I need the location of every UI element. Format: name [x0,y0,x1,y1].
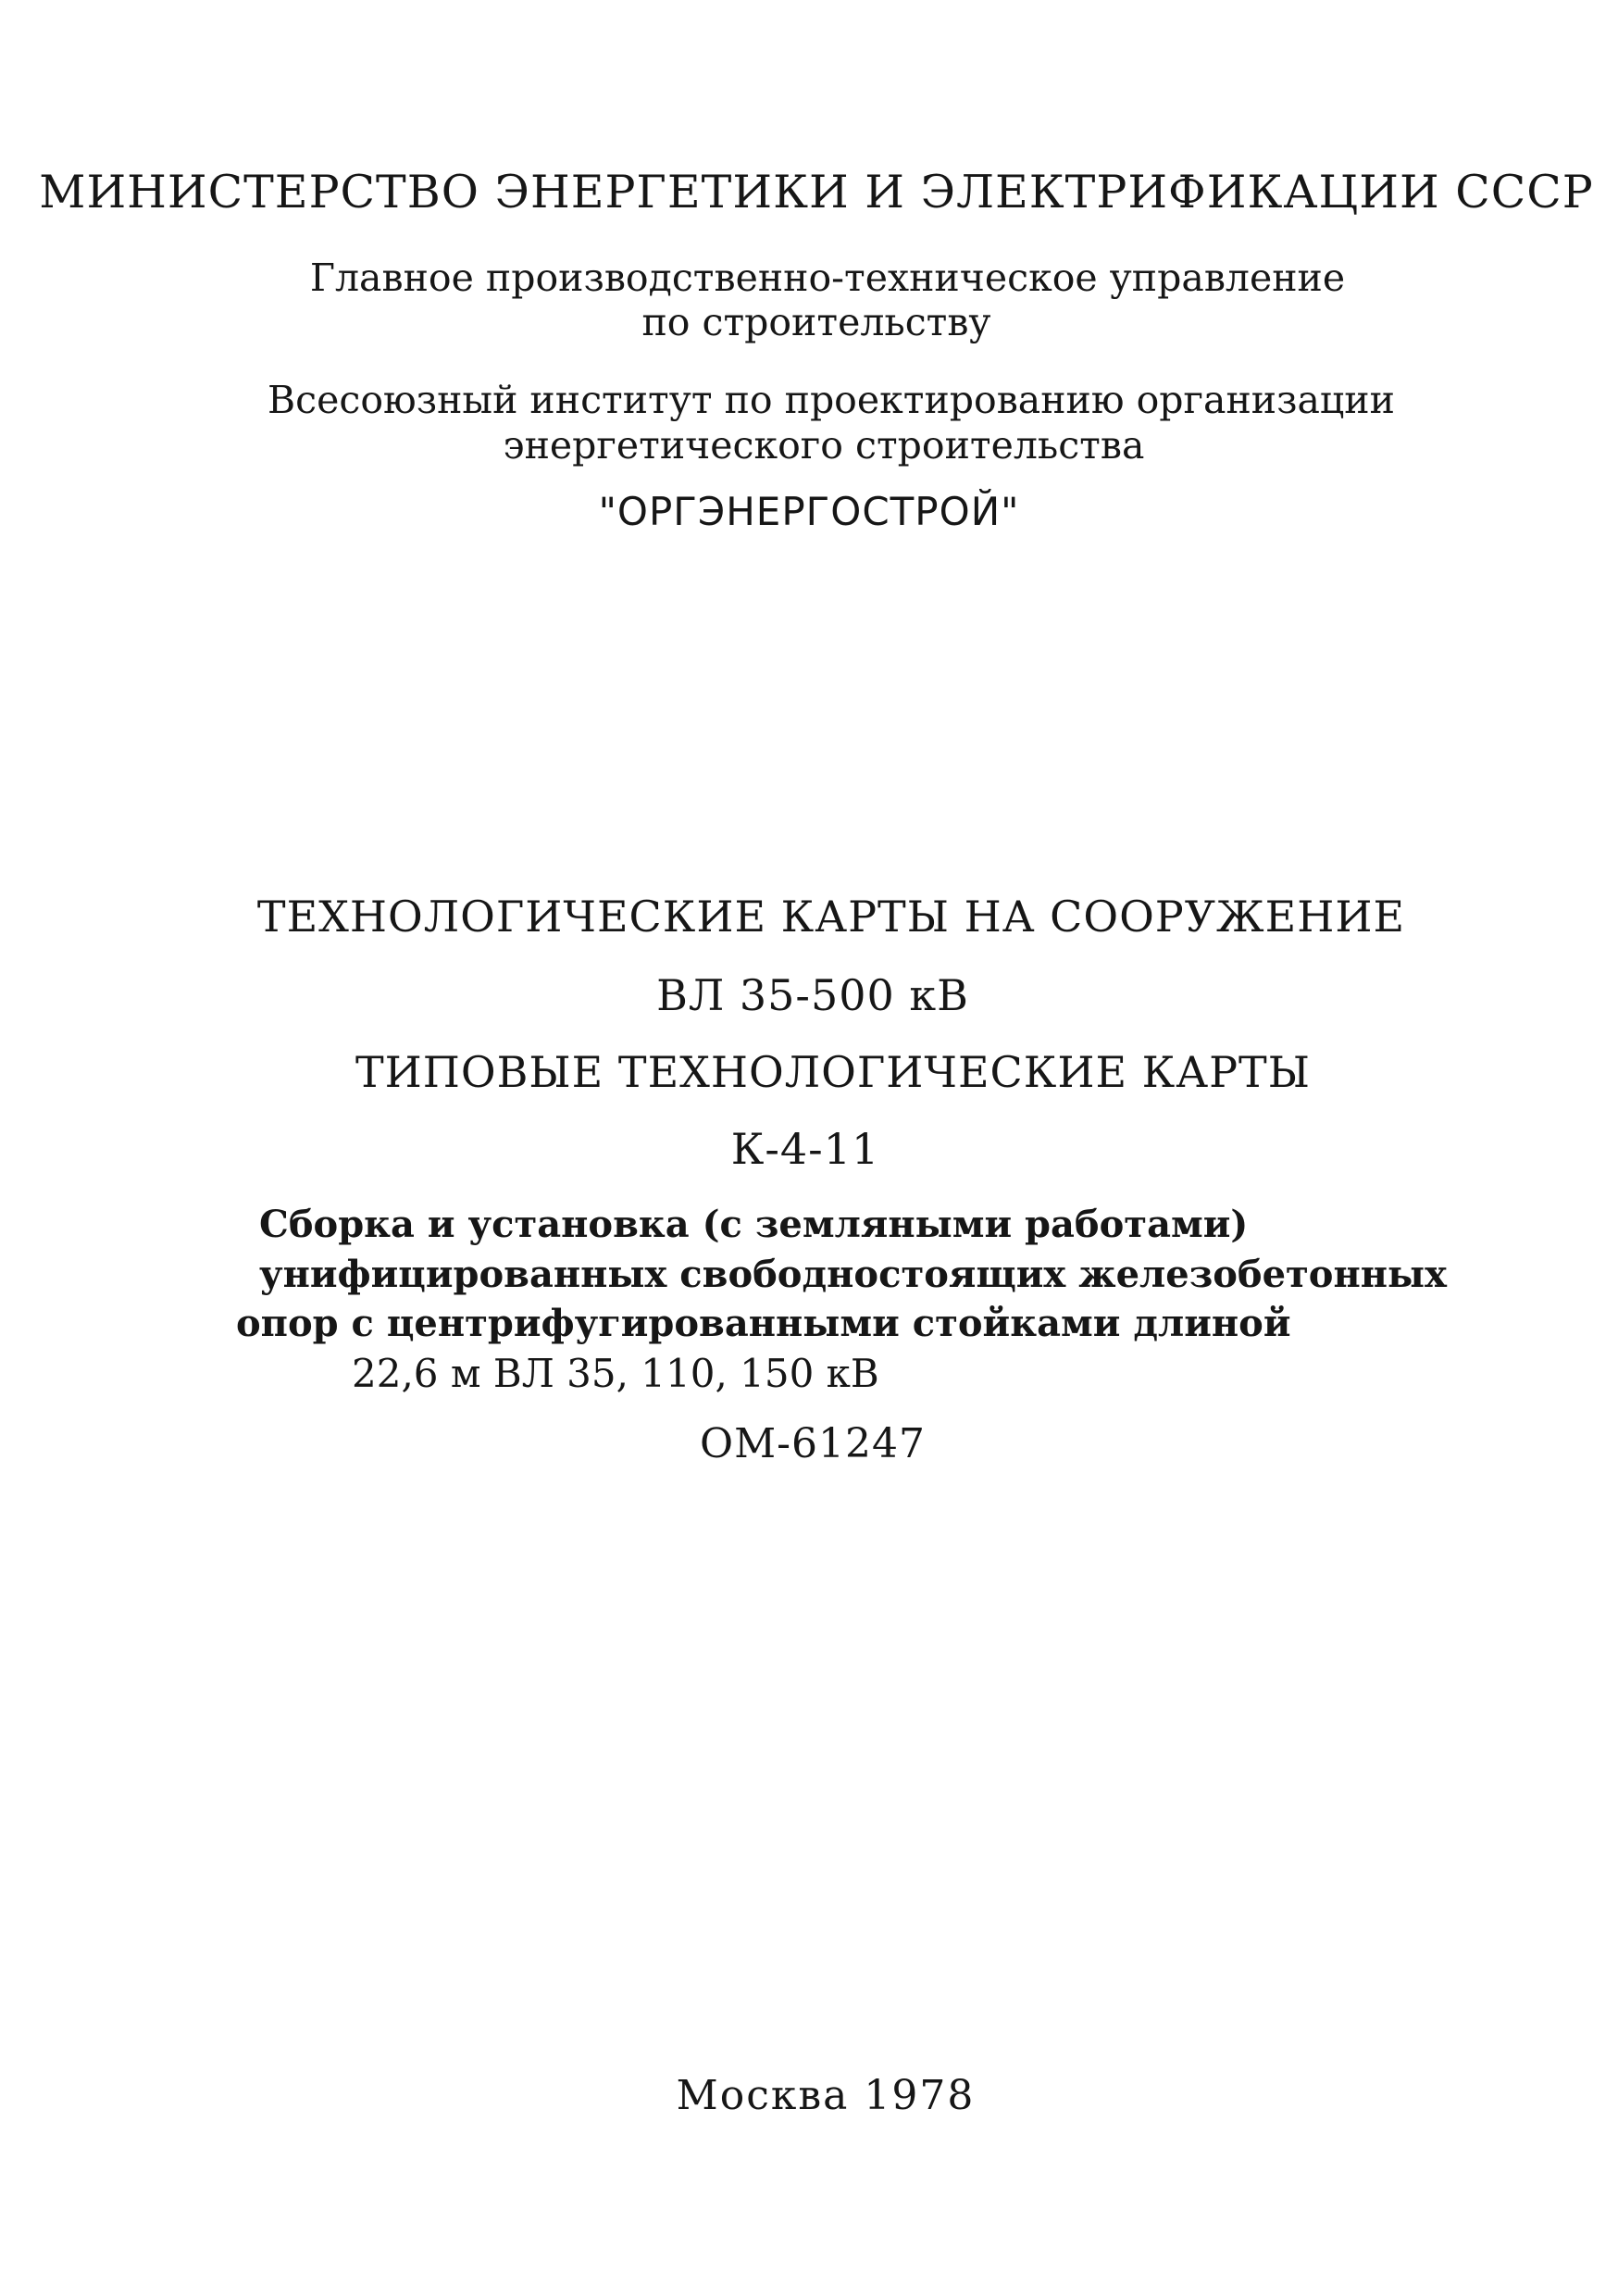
institute-name: "ОРГЭНЕРГОСТРОЙ" [598,489,1020,534]
subject-line-1: Сборка и установка (с земляными работами) [259,1203,1249,1246]
title-line-1: ТЕХНОЛОГИЧЕСКИЕ КАРТЫ НА СООРУЖЕНИЕ [256,892,1406,942]
ministry-name: МИНИСТЕРСТВО ЭНЕРГЕТИКИ И ЭЛЕКТРИФИКАЦИИ СССР [39,166,1594,218]
department-line-2: по строительству [641,300,991,344]
institute-line-2: энергетического строительства [503,423,1145,468]
subject-line-2: унифицированных свободностоящих железобетонных [259,1253,1447,1296]
place-and-year: Москва 1978 [676,2072,976,2119]
institute-line-1: Всесоюзный институт по проектированию организации [268,378,1395,422]
subject-line-4: 22,6 м ВЛ 35, 110, 150 кВ [352,1351,879,1396]
document-number: ОМ-61247 [700,1420,926,1467]
subject-line-3: опор с центрифугированными стойками длиной [236,1302,1291,1345]
title-line-2: ВЛ 35-500 кВ [656,970,969,1020]
department-line-1: Главное производственно-техническое управление [309,256,1346,300]
title-line-3: ТИПОВЫЕ ТЕХНОЛОГИЧЕСКИЕ КАРТЫ [355,1047,1311,1097]
map-code: К-4-11 [730,1124,880,1174]
